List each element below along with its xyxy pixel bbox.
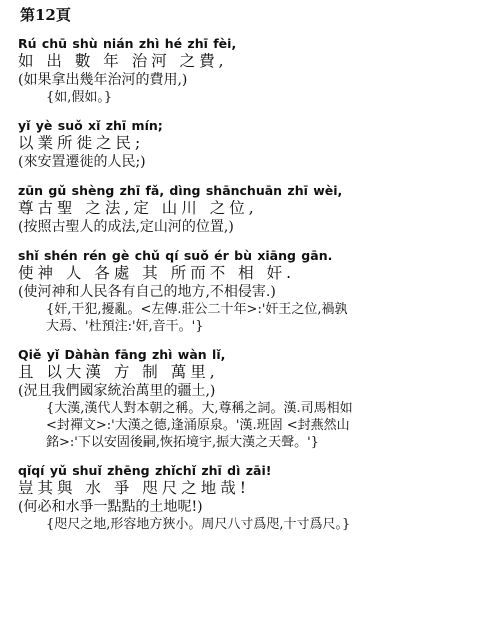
translation-line: (按照古聖人的成法,定山河的位置,)	[18, 219, 234, 235]
stanza-2	[18, 118, 488, 171]
classical-line: 且 以大漢 方 制 萬里,	[18, 363, 219, 381]
translation-line: (來安置遷徙的人民;)	[18, 154, 146, 170]
classical-line: 豈其與 水 爭 咫尺之地哉!	[18, 479, 251, 497]
stanza-6	[18, 463, 488, 533]
pinyin-line: Qiě yǐ Dàhàn fāng zhì wàn lǐ,	[18, 347, 226, 362]
page-number: 第12頁	[20, 6, 71, 24]
stanza-4	[18, 248, 488, 335]
annotation-line: <封禪文>:'大漢之德,逢涌原泉。'漢.班固 <封燕然山	[46, 418, 350, 433]
annotation-line: {大漢,漢代人對本朝之稱。大,尊稱之詞。漢.司馬相如	[46, 401, 353, 416]
translation-line: (使河神和人民各有自己的地方,不相侵害.)	[18, 284, 276, 300]
annotation-line: 銘>:'下以安固後嗣,恢拓境宇,振大漢之天聲。'}	[46, 435, 319, 450]
pinyin-line: yǐ yè suǒ xǐ zhī mín;	[18, 118, 163, 133]
classical-line: 尊古聖 之法,定 山川 之位,	[18, 199, 258, 217]
annotation-line: 大焉、'杜預注:'奸,音干。'}	[46, 319, 204, 334]
classical-line: 使神 人 各處 其 所而不 相 奸.	[18, 264, 295, 282]
stanza-3	[18, 183, 488, 236]
stanza-5	[18, 347, 488, 451]
pinyin-line: zūn gǔ shèng zhī fǎ, dìng shānchuān zhī wèi,	[18, 183, 343, 198]
classical-line: 以業所徙之民;	[18, 134, 145, 152]
classical-line: 如 出 數 年 治河 之費,	[18, 52, 228, 70]
annotation-line: {如,假如。}	[46, 90, 113, 105]
annotation-line: {咫尺之地,形容地方狹小。周尺八寸爲咫,十寸爲尺。}	[46, 517, 351, 532]
pinyin-line: qǐqí yǔ shuǐ zhēng zhǐchǐ zhī dì zāi!	[18, 463, 272, 478]
pinyin-line: shǐ shén rén gè chǔ qí suǒ ér bù xiāng gān.	[18, 248, 333, 263]
translation-line: (何必和水爭一點點的土地呢!)	[18, 499, 203, 515]
annotation-line: {奸,干犯,擾亂。<左傳.莊公二十年>:'奸王之位,禍孰	[46, 302, 348, 317]
translation-line: (況且我們國家統治萬里的疆土,)	[18, 383, 216, 399]
stanza-1	[18, 36, 488, 106]
translation-line: (如果拿出幾年治河的費用,)	[18, 72, 188, 88]
pinyin-line: Rú chū shù nián zhì hé zhī fèi,	[18, 36, 237, 51]
